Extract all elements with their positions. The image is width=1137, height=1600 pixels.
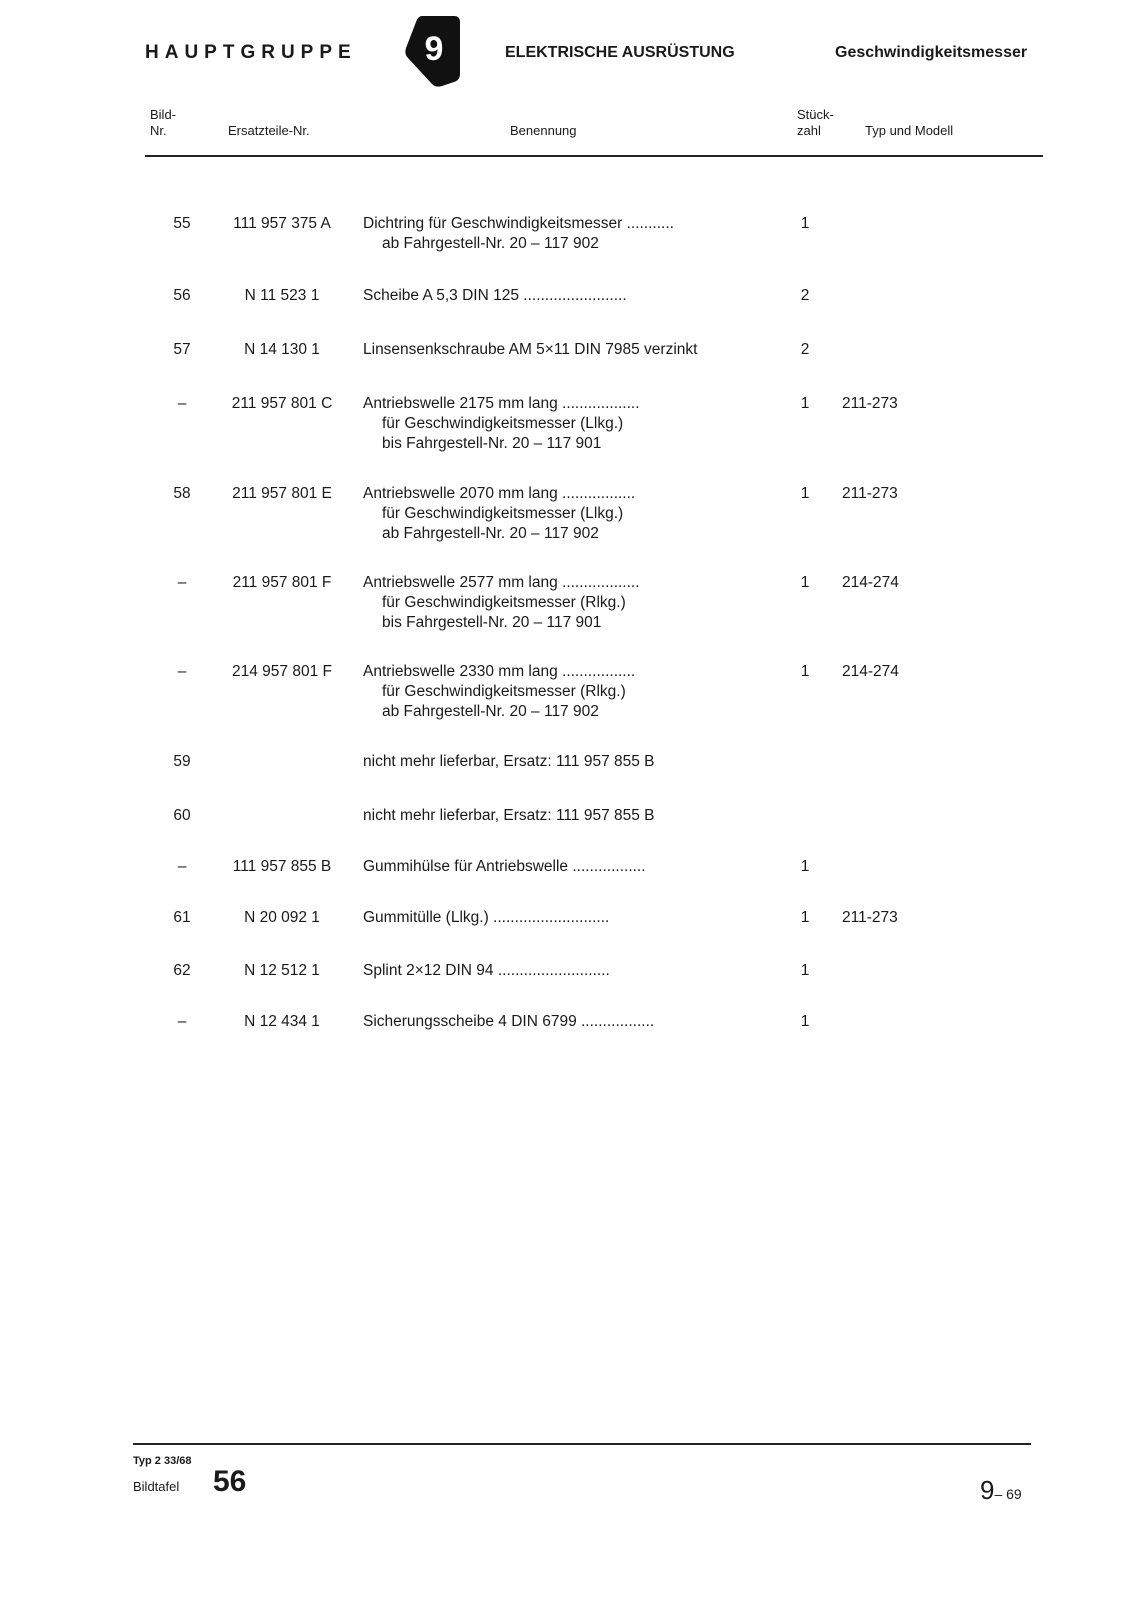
row-part-number: N 20 092 1	[244, 909, 320, 926]
col-header-bild-nr-line1: Bild-	[150, 107, 177, 122]
col-header-bild-nr	[150, 107, 176, 139]
page-number	[980, 1475, 1022, 1506]
row-part-number: 211 957 801 E	[232, 485, 332, 502]
footer-divider	[133, 1443, 1031, 1445]
row-description-line: für Geschwindigkeitsmesser (Llkg.)	[382, 415, 624, 432]
row-quantity: 1	[800, 663, 810, 680]
row-part-number: N 11 523 1	[244, 287, 320, 304]
main-group-label: HAUPTGRUPPE	[145, 42, 357, 63]
row-type: 211-273	[842, 395, 898, 412]
row-description-line: Antriebswelle 2070 mm lang .................	[363, 485, 636, 502]
row-type: 211-273	[842, 485, 898, 502]
row-part-number: 211 957 801 F	[232, 574, 332, 591]
row-description-line: Linsensenkschraube AM 5×11 DIN 7985 verzinkt	[363, 341, 698, 358]
footer-type-line: Typ 2 33/68	[133, 1455, 192, 1467]
footer-bildtafel-label: Bildtafel	[133, 1479, 180, 1494]
row-description	[363, 961, 773, 981]
row-bild-nr: 55	[173, 215, 191, 232]
row-description-line: für Geschwindigkeitsmesser (Rlkg.)	[382, 594, 626, 611]
row-type: 211-273	[842, 909, 898, 926]
row-bild-nr: 56	[173, 287, 191, 304]
row-description-line: bis Fahrgestell-Nr. 20 – 117 901	[382, 614, 602, 631]
col-header-qty-line2: zahl	[797, 123, 821, 138]
subsection-title: Geschwindigkeitsmesser	[835, 44, 1028, 61]
row-part-number: 211 957 801 C	[231, 395, 333, 412]
row-description-line: Sicherungsscheibe 4 DIN 6799 .................	[363, 1013, 655, 1030]
row-description	[363, 857, 773, 877]
col-header-bild-nr-line2: Nr.	[150, 123, 167, 138]
col-header-qty	[797, 107, 834, 139]
row-bild-nr: 59	[173, 753, 191, 770]
row-description-line: für Geschwindigkeitsmesser (Rlkg.)	[382, 683, 626, 700]
footer-bildtafel-number: 56	[213, 1465, 247, 1498]
row-bild-nr: 62	[173, 962, 191, 979]
row-description-line: Dichtring für Geschwindigkeitsmesser ...........	[363, 215, 674, 232]
col-header-designation: Benennung	[510, 123, 577, 138]
group-number-badge	[404, 14, 462, 88]
row-description-line: nicht mehr lieferbar, Ersatz: 111 957 855 B	[363, 807, 655, 824]
row-description-line: bis Fahrgestell-Nr. 20 – 117 901	[382, 435, 602, 452]
row-type: 214-274	[842, 574, 899, 591]
row-part-number: 111 957 855 B	[232, 858, 332, 875]
group-number: 9	[424, 30, 444, 68]
row-quantity: 1	[800, 858, 810, 875]
col-header-type-model: Typ und Modell	[865, 123, 954, 138]
row-description	[363, 394, 773, 454]
row-description-line: Gummitülle (Llkg.) ...........................	[363, 909, 610, 926]
row-description-line: nicht mehr lieferbar, Ersatz: 111 957 855 B	[363, 753, 655, 770]
row-description-line: Antriebswelle 2577 mm lang ..................	[363, 574, 640, 591]
row-quantity: 1	[800, 909, 810, 926]
row-description-line: für Geschwindigkeitsmesser (Llkg.)	[382, 505, 624, 522]
row-description	[363, 662, 773, 722]
header-divider	[145, 155, 1043, 157]
row-quantity: 1	[800, 215, 810, 232]
row-description	[363, 752, 773, 772]
row-quantity: 1	[800, 962, 810, 979]
row-bild-nr: 58	[173, 485, 191, 502]
row-bild-nr: –	[177, 858, 187, 875]
row-quantity: 1	[800, 395, 810, 412]
row-description	[363, 214, 773, 254]
row-part-number: 111 957 375 A	[233, 215, 331, 232]
row-part-number: 214 957 801 F	[232, 663, 332, 680]
col-header-part-no: Ersatzteile-Nr.	[228, 123, 310, 138]
row-description	[363, 573, 773, 633]
row-description	[363, 806, 773, 826]
row-description-line: Splint 2×12 DIN 94 ..........................	[363, 962, 610, 979]
row-quantity: 2	[800, 341, 810, 358]
row-description	[363, 484, 773, 544]
row-bild-nr: 57	[173, 341, 191, 358]
col-header-qty-line1: Stück-	[797, 107, 834, 122]
section-title: ELEKTRISCHE AUSRÜSTUNG	[505, 44, 735, 61]
row-bild-nr: –	[177, 1013, 187, 1030]
row-description	[363, 286, 773, 306]
row-description-line: ab Fahrgestell-Nr. 20 – 117 902	[382, 235, 599, 252]
group-badge-shape-icon	[404, 14, 462, 88]
row-bild-nr: 60	[173, 807, 191, 824]
row-quantity: 2	[800, 287, 810, 304]
row-description-line: ab Fahrgestell-Nr. 20 – 117 902	[382, 525, 599, 542]
row-description	[363, 1012, 773, 1032]
row-description	[363, 908, 773, 928]
row-quantity: 1	[800, 485, 810, 502]
row-description	[363, 340, 773, 360]
row-part-number: N 12 512 1	[244, 962, 320, 979]
row-description-line: Antriebswelle 2330 mm lang .................	[363, 663, 636, 680]
page-number-main: 9	[980, 1475, 995, 1505]
row-bild-nr: 61	[173, 909, 191, 926]
row-description-line: Gummihülse für Antriebswelle .................	[363, 858, 646, 875]
row-quantity: 1	[800, 1013, 810, 1030]
row-part-number: N 12 434 1	[244, 1013, 320, 1030]
page-number-sub: – 69	[994, 1486, 1022, 1502]
row-description-line: Scheibe A 5,3 DIN 125 ........................	[363, 287, 627, 304]
row-description-line: ab Fahrgestell-Nr. 20 – 117 902	[382, 703, 599, 720]
row-bild-nr: –	[177, 663, 187, 680]
row-bild-nr: –	[177, 395, 187, 412]
row-type: 214-274	[842, 663, 899, 680]
row-part-number: N 14 130 1	[244, 341, 320, 358]
row-quantity: 1	[800, 574, 810, 591]
row-description-line: Antriebswelle 2175 mm lang ..................	[363, 395, 640, 412]
row-bild-nr: –	[177, 574, 187, 591]
